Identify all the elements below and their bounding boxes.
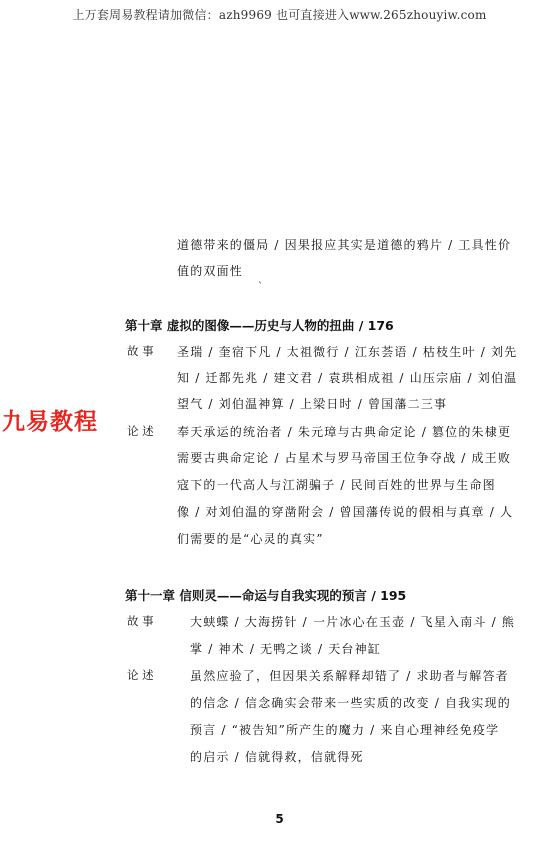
ch11-essay-label: 论 述 xyxy=(127,668,154,682)
ch10-essay-line: 们需要的是“心灵的真实” xyxy=(177,532,324,546)
ch11-essay-line: 预言 / “被告知”所产生的魔力 / 来自心理神经免疫学 xyxy=(190,723,500,737)
chapter-11-title: 第十一章 信则灵——命运与自我实现的预言 / 195 xyxy=(125,588,407,603)
chapter-10-title: 第十章 虚拟的图像——历史与人物的扭曲 / 176 xyxy=(125,318,394,333)
watermark-logo-text: 九易教程 xyxy=(2,409,98,435)
ch11-story-label: 故 事 xyxy=(127,614,154,628)
ch10-essay-line: 像 / 对刘伯温的穿凿附会 / 曾国藩传说的假相与真章 / 人 xyxy=(177,505,514,519)
page-number: 5 xyxy=(275,812,284,826)
header-watermark-text: 上万套周易教程请加微信：azh9969 也可直接进入www.265zhouyiw.com xyxy=(72,8,487,22)
ch10-story-line: 望气 / 刘伯温神算 / 上梁日时 / 曾国藩二三事 xyxy=(177,397,448,411)
ch11-essay-line: 的启示 / 信就得救，信就得死 xyxy=(190,750,364,764)
ch10-essay-line: 寇下的一代高人与江湖骗子 / 民间百姓的世界与生命图 xyxy=(177,478,496,492)
intro-line: 值的双面性 xyxy=(177,264,244,278)
ch10-story-line: 圣瑞 / 奎宿下凡 / 太祖微行 / 江东荟语 / 枯枝生叶 / 刘先 xyxy=(177,345,518,359)
stray-mark: ` xyxy=(258,282,263,293)
ch11-story-line: 掌 / 神术 / 无鸭之谈 / 天台神缸 xyxy=(190,642,382,656)
ch11-essay-line: 虽然应验了，但因果关系解释却错了 / 求助者与解答者 xyxy=(190,669,509,683)
ch11-story-line: 大蛱蝶 / 大海捞针 / 一片冰心在玉壶 / 飞星入南斗 / 熊 xyxy=(190,615,516,629)
ch10-essay-label: 论 述 xyxy=(127,424,154,438)
ch10-story-label: 故 事 xyxy=(127,344,154,358)
ch10-essay-line: 需要古典命定论 / 占星术与罗马帝国王位争夺战 / 成王败 xyxy=(177,451,512,465)
ch10-story-line: 知 / 迁都先兆 / 建文君 / 袁珙相成祖 / 山压宗庙 / 刘伯温 xyxy=(177,371,518,385)
ch11-essay-line: 的信念 / 信念确实会带来一些实质的改变 / 自我实现的 xyxy=(190,696,511,710)
intro-line: 道德带来的僵局 / 因果报应其实是道德的鸦片 / 工具性价 xyxy=(177,238,512,252)
ch10-essay-line: 奉天承运的统治者 / 朱元璋与古典命定论 / 篡位的朱棣更 xyxy=(177,425,512,439)
